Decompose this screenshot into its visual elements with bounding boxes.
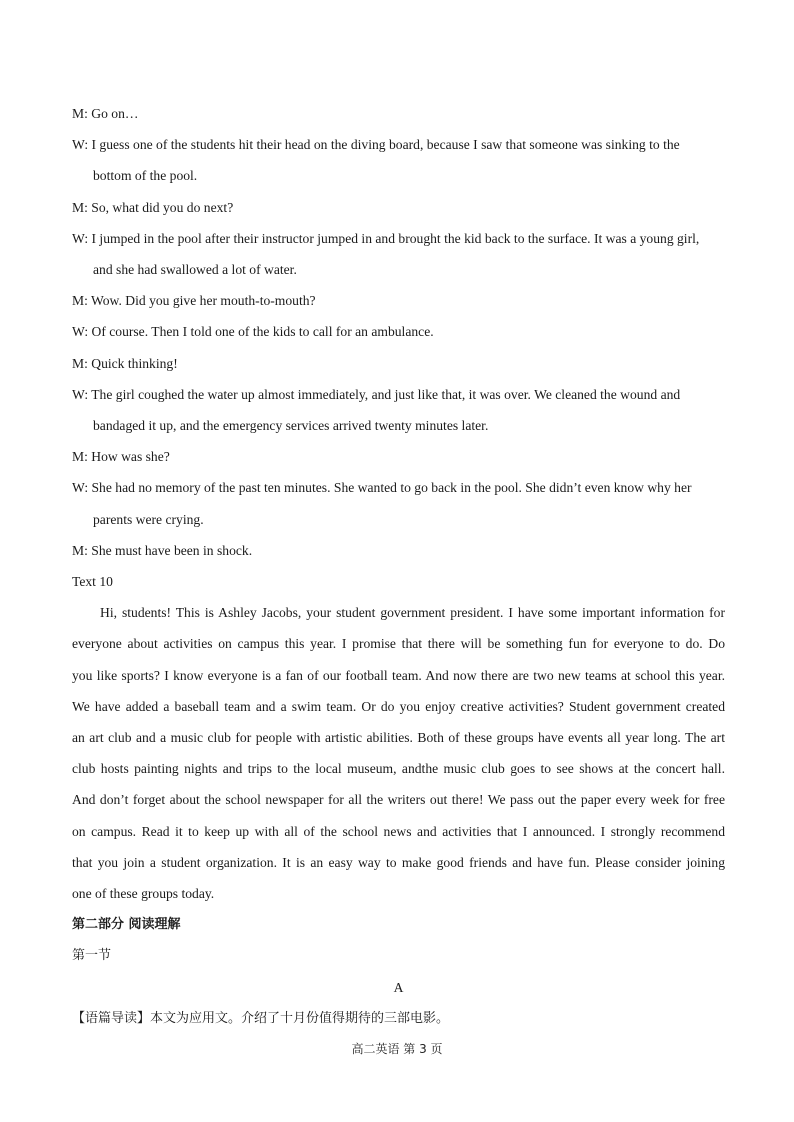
- dialogue-line: bottom of the pool.: [93, 168, 198, 184]
- dialogue-turn: [72, 192, 725, 223]
- passage-guide: 【语篇导读】本文为应用文。介绍了十月份值得期待的三部电影。: [72, 1010, 450, 1026]
- paragraph-line: that you join a student organization. It is an easy way to make good friends and have fun. Please consider joining: [72, 854, 725, 870]
- dialogue-line: parents were crying.: [93, 511, 204, 527]
- paragraph-line: And don’t forget about the school newspaper for all the writers out there! We pass out the paper every week for free: [72, 792, 725, 808]
- paragraph-line: everyone about activities on campus this year. I promise that there will be something fun for everyone to do. Do: [72, 636, 725, 652]
- dialogue-turn: [72, 535, 725, 566]
- dialogue-line: M: She must have been in shock.: [72, 542, 253, 558]
- dialogue-turn: [72, 441, 725, 472]
- page-footer: 高二英语 第 3 页: [351, 1042, 443, 1056]
- dialogue-line: and she had swallowed a lot of water.: [93, 262, 297, 278]
- dialogue-turn: [72, 472, 725, 534]
- passage-label: A: [393, 979, 404, 995]
- dialogue-turn: [72, 285, 725, 316]
- dialogue-turn: [72, 348, 725, 379]
- dialogue-line: W: The girl coughed the water up almost immediately, and just like that, it was over. We cleaned the wound and: [72, 386, 681, 402]
- dialogue: [72, 98, 725, 566]
- section-heading: 第一节: [72, 948, 112, 964]
- paragraph-line: an art club and a music club for people with artistic abilities. Both of these groups have events all year long. The art: [72, 730, 725, 746]
- paragraph-line: We have added a baseball team and a swim team. Or do you enjoy creative activities? Student government created: [72, 698, 725, 714]
- dialogue-line: M: Quick thinking!: [72, 355, 178, 371]
- dialogue-line: W: She had no memory of the past ten minutes. She wanted to go back in the pool. She didn’t even know why her: [72, 480, 692, 496]
- paragraph-line: on campus. Read it to keep up with all of the school news and activities that I announced. I strongly recommend: [72, 823, 725, 839]
- dialogue-turn: [72, 129, 725, 191]
- paragraph-line: Hi, students! This is Ashley Jacobs, your student government president. I have some important information for: [100, 605, 725, 621]
- dialogue-line: W: I jumped in the pool after their instructor jumped in and brought the kid back to the surface. It was a young girl,: [72, 230, 700, 246]
- dialogue-line: W: Of course. Then I told one of the kids to call for an ambulance.: [72, 324, 434, 340]
- dialogue-line: M: So, what did you do next?: [72, 199, 234, 215]
- dialogue-turn: [72, 379, 725, 441]
- paragraph-line: you like sports? I know everyone is a fan of our football team. And now there are two new teams at school this year.: [72, 667, 725, 683]
- dialogue-line: M: How was she?: [72, 449, 170, 465]
- dialogue-line: W: I guess one of the students hit their head on the diving board, because I saw that someone was sinking to the: [72, 137, 680, 153]
- dialogue-turn: [72, 223, 725, 285]
- dialogue-turn: [72, 98, 725, 129]
- dialogue-turn: [72, 316, 725, 347]
- paragraph-line: one of these groups today.: [72, 886, 215, 902]
- dialogue-line: M: Go on…: [72, 106, 139, 121]
- paragraph-line: club hosts painting nights and trips to the local museum, andthe music club goes to see shows at the concert hall.: [72, 761, 725, 777]
- dialogue-line: bandaged it up, and the emergency services arrived twenty minutes later.: [93, 418, 489, 434]
- text10-paragraph: [72, 597, 725, 909]
- document-page: [72, 98, 725, 1034]
- dialogue-line: M: Wow. Did you give her mouth-to-mouth?: [72, 293, 316, 309]
- part2-heading: 第二部分 阅读理解: [72, 917, 181, 933]
- text10-heading: Text 10: [72, 574, 113, 590]
